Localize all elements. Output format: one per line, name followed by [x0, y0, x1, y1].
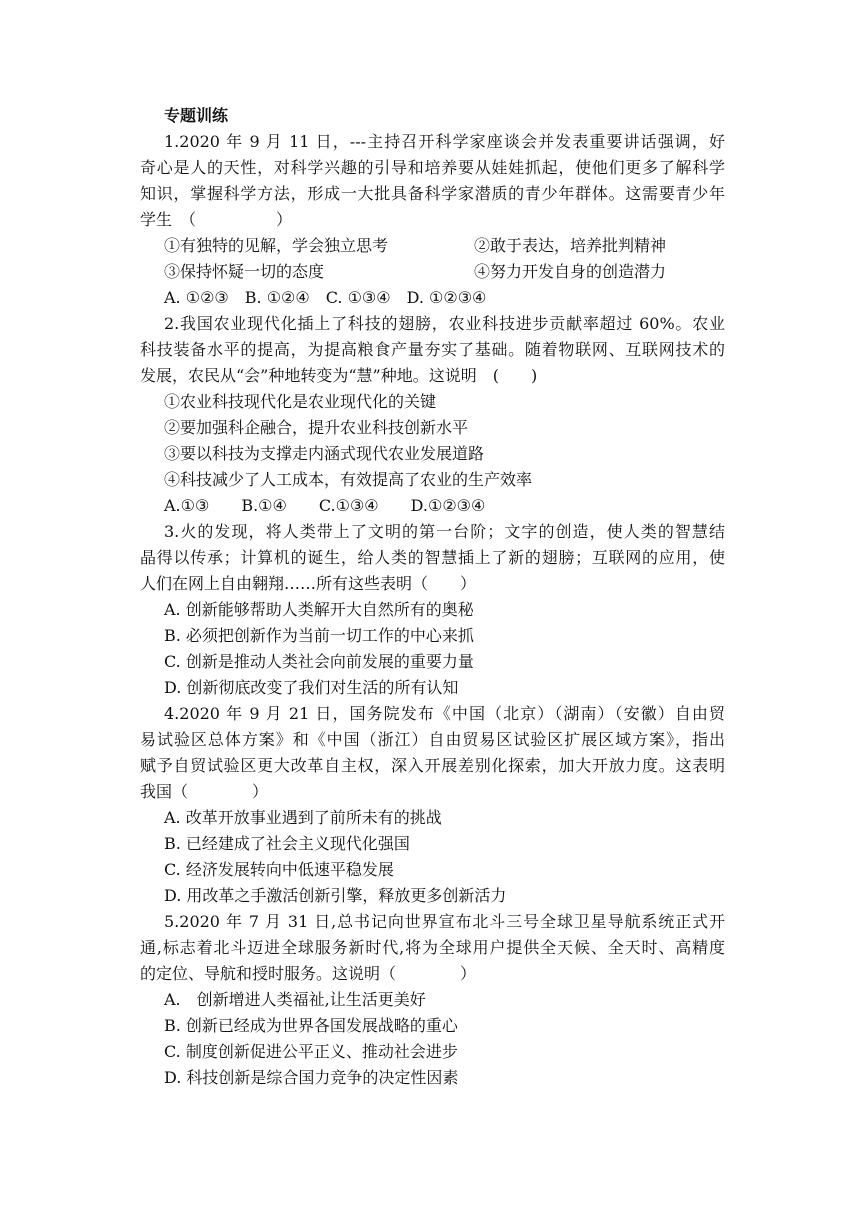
document-content: [140, 103, 725, 1091]
question-text-line: 3.火的发现，将人类带上了文明的第一台阶；文字的创造，使人类的智慧结: [164, 522, 725, 541]
statement: ①有独特的见解，学会独立思考: [164, 236, 389, 255]
question-text-line: 发展，农民从“会”种地转变为“慧”种地。这说明 ( ): [140, 366, 538, 385]
question-text-line: 5.2020 年 7 月 31 日,总书记向世界宣布北斗三号全球卫星导航系统正式开: [164, 912, 725, 931]
question-text-line: 晶得以传承；计算机的诞生，给人类的智慧插上了新的翅膀；互联网的应用，使: [140, 548, 725, 567]
question-text-line: 我国（ ）: [140, 782, 269, 801]
statement-row: [140, 233, 725, 259]
question-text-line: 通,标志着北斗迈进全球服务新时代,将为全球用户提供全天候、全天时、高精度: [140, 938, 725, 957]
answer-option: A. 创新能够帮助人类解开大自然所有的奥秘: [164, 600, 474, 619]
question-3: [140, 519, 725, 701]
statement: ③保持怀疑一切的态度: [164, 262, 325, 281]
statement: ②要加强科企融合，提升农业科技创新水平: [164, 418, 469, 437]
question-text-line: 1.2020 年 9 月 11 日，---主持召开科学家座谈会并发表重要讲话强调，好: [164, 132, 725, 151]
answer-choices: A. ①②③ B. ①②④ C. ①③④ D. ①②③④: [164, 288, 487, 307]
question-5: [140, 909, 725, 1091]
answer-option: A. 改革开放事业遇到了前所未有的挑战: [164, 808, 442, 827]
question-text-line: 知识，掌握科学方法，形成一大批具备科学家潜质的青少年群体。这需要青少年: [140, 184, 725, 203]
answer-option: D. 创新彻底改变了我们对生活的所有认知: [164, 678, 459, 697]
answer-option: C. 制度创新促进公平正义、推动社会进步: [164, 1042, 458, 1061]
question-text-line: 学生 （ ）: [140, 210, 293, 229]
question-text-line: 4.2020 年 9 月 21 日，国务院发布《中国（北京）（湖南）（安徽）自由贸: [164, 704, 725, 723]
question-text-line: 赋予自贸试验区更大改革自主权，深入开展差别化探索，加大开放力度。这表明: [140, 756, 725, 775]
answer-option: D. 科技创新是综合国力竞争的决定性因素: [164, 1068, 459, 1087]
answer-option: B. 已经建成了社会主义现代化强国: [164, 834, 410, 853]
answer-option: B. 创新已经成为世界各国发展战略的重心: [164, 1016, 458, 1035]
question-text-line: 的定位、导航和授时服务。这说明（ ）: [140, 964, 477, 983]
answer-option: C. 创新是推动人类社会向前发展的重要力量: [164, 652, 474, 671]
statement: ④努力开发自身的创造潜力: [474, 262, 667, 281]
answer-choices: A.①③ B.①④ C.①③④ D.①②③④: [164, 496, 486, 515]
question-2: [140, 311, 725, 519]
statement: ①农业科技现代化是农业现代化的关键: [164, 392, 437, 411]
question-text-line: 科技装备水平的提高，为提高粮食产量夯实了基础。随着物联网、互联网技术的: [140, 340, 725, 359]
answer-option: D. 用改革之手激活创新引擎，释放更多创新活力: [164, 886, 507, 905]
question-1: [140, 129, 725, 311]
statement: ②敢于表达，培养批判精神: [474, 236, 667, 255]
question-text-line: 奇心是人的天性，对科学兴趣的引导和培养要从娃娃抓起，使他们更多了解科学: [140, 158, 725, 177]
section-title: 专题训练: [164, 106, 229, 125]
statement: ③要以科技为支撑走内涵式现代农业发展道路: [164, 444, 485, 463]
question-text-line: 易试验区总体方案》和《中国（浙江）自由贸易区试验区扩展区域方案》，指出: [140, 730, 725, 749]
question-4: [140, 701, 725, 909]
question-text-line: 2.我国农业现代化插上了科技的翅膀，农业科技进步贡献率超过 60%。农业: [164, 314, 725, 333]
statement: ④科技减少了人工成本，有效提高了农业的生产效率: [164, 470, 533, 489]
statement-row: [140, 259, 725, 285]
answer-option: A. 创新增进人类福祉,让生活更美好: [164, 990, 426, 1009]
answer-option: C. 经济发展转向中低速平稳发展: [164, 860, 394, 879]
answer-option: B. 必须把创新作为当前一切工作的中心来抓: [164, 626, 474, 645]
question-text-line: 人们在网上自由翱翔……所有这些表明（ ）: [140, 574, 477, 593]
